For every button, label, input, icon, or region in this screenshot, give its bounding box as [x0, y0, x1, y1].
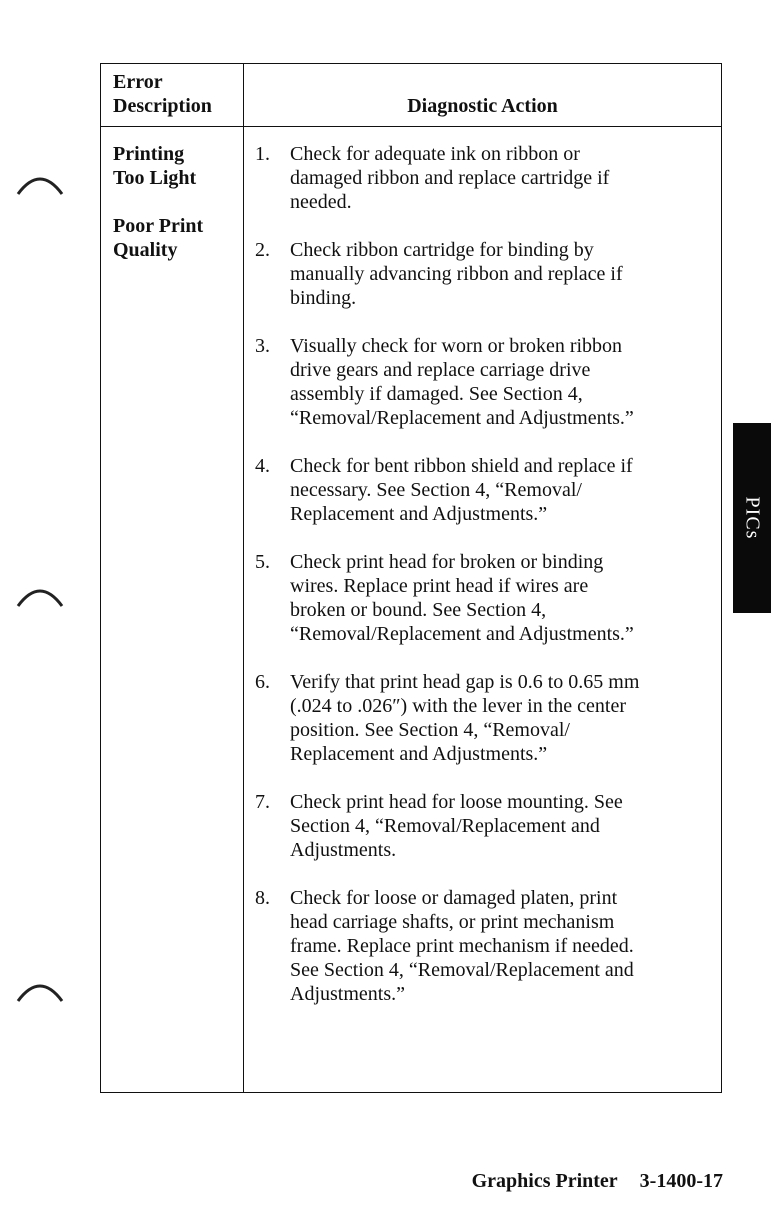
action-number: 5. — [255, 551, 270, 573]
action-number: 2. — [255, 239, 270, 261]
page-number: 3-1400-17 — [639, 1170, 723, 1192]
action-item — [255, 886, 725, 1006]
action-text-line: Adjustments. — [290, 839, 397, 861]
action-text-line: Check for adequate ink on ribbon or — [290, 143, 580, 165]
action-text-line: Adjustments.” — [290, 983, 405, 1005]
header-divider — [101, 126, 721, 127]
error-line: Too Light — [113, 167, 197, 189]
binder-hole-mark — [14, 580, 66, 610]
action-item — [255, 238, 725, 310]
error-descriptions — [113, 142, 203, 286]
section-tab-pics: PICs — [733, 423, 771, 613]
action-text-line: Verify that print head gap is 0.6 to 0.65 mm — [290, 671, 640, 693]
error-description — [113, 142, 203, 190]
action-text-line: binding. — [290, 287, 357, 309]
action-number: 8. — [255, 887, 270, 909]
action-text-line: necessary. See Section 4, “Removal/ — [290, 479, 582, 501]
page-footer — [472, 1170, 723, 1193]
action-text-line: assembly if damaged. See Section 4, — [290, 383, 583, 405]
action-text-line: “Removal/Replacement and Adjustments.” — [290, 407, 634, 429]
action-text-line: damaged ribbon and replace cartridge if — [290, 167, 610, 189]
action-number: 1. — [255, 143, 270, 165]
diagnostic-actions-list — [255, 142, 725, 1030]
action-text-line: position. See Section 4, “Removal/ — [290, 719, 570, 741]
action-item — [255, 670, 725, 766]
action-text-line: (.024 to .026″) with the lever in the center — [290, 695, 627, 717]
header-diagnostic-action: Diagnostic Action — [407, 95, 558, 117]
action-text-line: head carriage shafts, or print mechanism — [290, 911, 615, 933]
error-line: Poor Print — [113, 215, 204, 237]
action-text-line: Check print head for broken or binding — [290, 551, 604, 573]
action-number: 4. — [255, 455, 270, 477]
action-text-line: wires. Replace print head if wires are — [290, 575, 589, 597]
action-item — [255, 790, 725, 862]
action-text-line: needed. — [290, 191, 352, 213]
action-number: 3. — [255, 335, 270, 357]
error-line: Quality — [113, 239, 178, 261]
action-item — [255, 550, 725, 646]
action-item — [255, 334, 725, 430]
binder-hole-mark — [14, 975, 66, 1005]
diagnostic-table — [100, 63, 722, 1093]
action-text-line: Replacement and Adjustments.” — [290, 743, 548, 765]
error-line: Printing — [113, 143, 185, 165]
action-text-line: broken or bound. See Section 4, — [290, 599, 547, 621]
action-text-line: Section 4, “Removal/Replacement and — [290, 815, 600, 837]
action-text-line: drive gears and replace carriage drive — [290, 359, 591, 381]
action-text-line: “Removal/Replacement and Adjustments.” — [290, 623, 634, 645]
action-text-line: manually advancing ribbon and replace if — [290, 263, 623, 285]
footer-title: Graphics Printer — [471, 1170, 618, 1192]
action-text-line: Check for bent ribbon shield and replace if — [290, 455, 633, 477]
action-text-line: frame. Replace print mechanism if needed. — [290, 935, 634, 957]
action-text-line: Replacement and Adjustments.” — [290, 503, 548, 525]
binder-hole-mark — [14, 168, 66, 198]
action-text-line: Check for loose or damaged platen, print — [290, 887, 618, 909]
action-text-line: Visually check for worn or broken ribbon — [290, 335, 623, 357]
action-number: 6. — [255, 671, 270, 693]
action-text-line: Check print head for loose mounting. See — [290, 791, 623, 813]
action-item — [255, 142, 725, 214]
error-description — [113, 214, 203, 262]
action-text-line: Check ribbon cartridge for binding by — [290, 239, 594, 261]
header-error-description: Error Description — [113, 71, 212, 117]
column-divider — [243, 64, 244, 1092]
action-text-line: See Section 4, “Removal/Replacement and — [290, 959, 634, 981]
action-number: 7. — [255, 791, 270, 813]
action-item — [255, 454, 725, 526]
